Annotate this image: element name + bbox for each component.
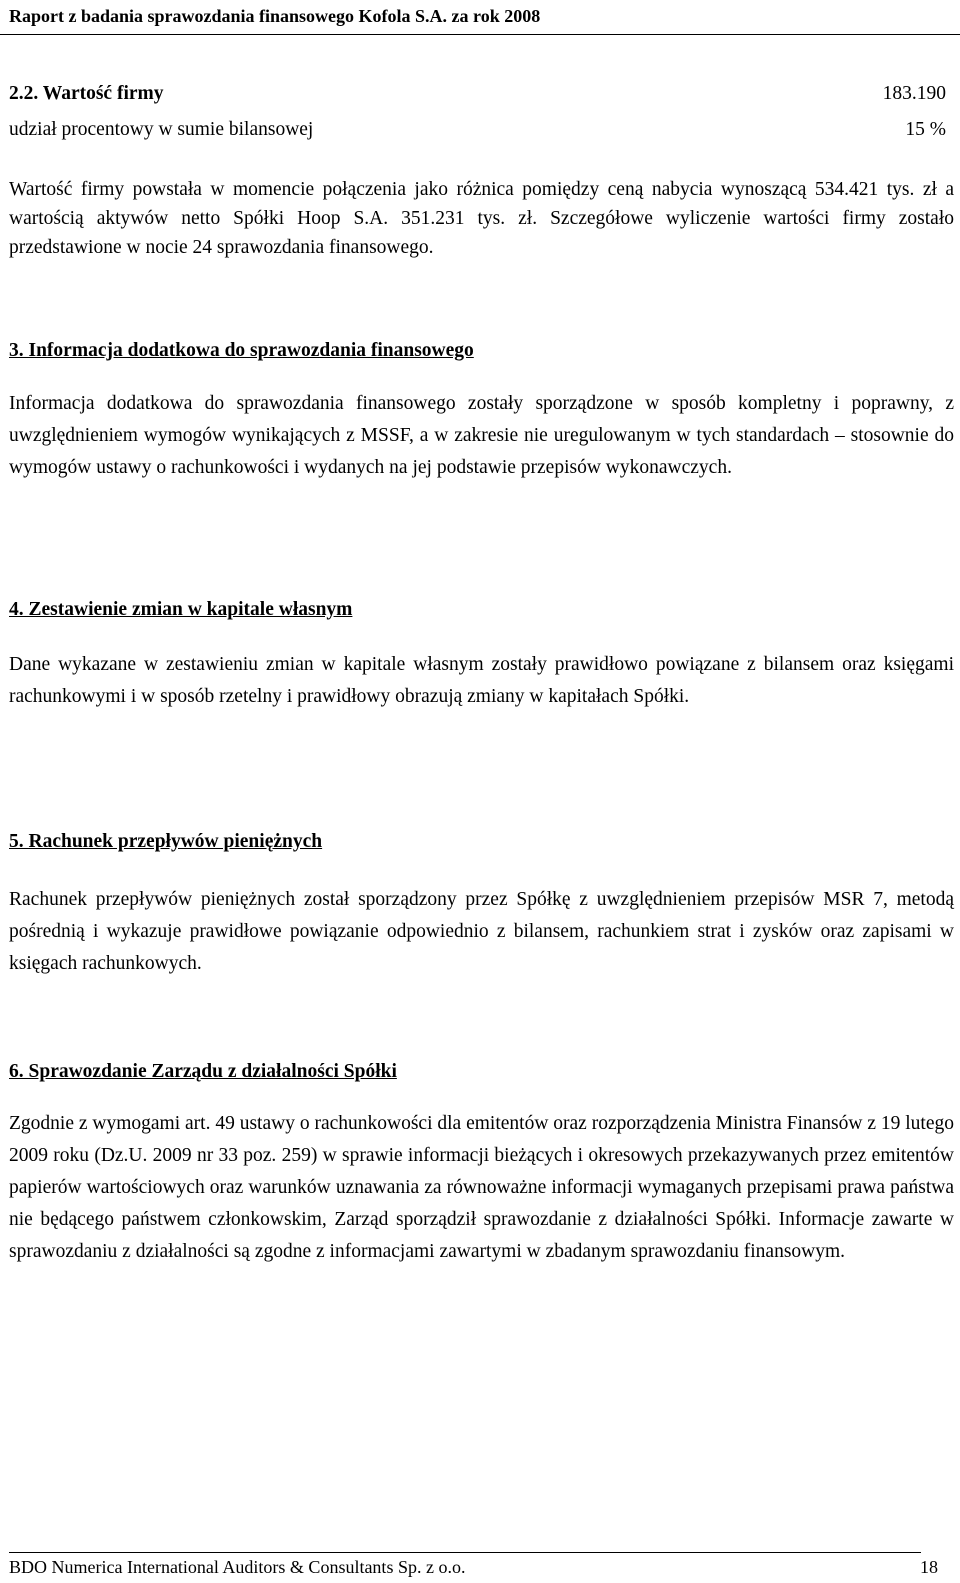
section-heading-management-report: 6. Sprawozdanie Zarządu z działalności Spółki bbox=[9, 1061, 397, 1082]
running-header: Raport z badania sprawozdania finansowego Kofola S.A. za rok 2008 bbox=[9, 6, 541, 26]
goodwill-description: Wartość firmy powstała w momencie połączenia jako różnica pomiędzy ceną nabycia wynoszącą 534.421 tys. zł a wartością aktywów netto Spółki Hoop S.A. 351.231 tys. zł. Szczegółowe wyliczenie wartości firmy zostało przedstawione w nocie 24 sprawozdania finansowego. bbox=[9, 179, 954, 258]
goodwill-share-label: udział procentowy w sumie bilansowej bbox=[9, 119, 314, 140]
section-heading-equity-changes: 4. Zestawienie zmian w kapitale własnym bbox=[9, 599, 353, 620]
goodwill-title: 2.2. Wartość firmy bbox=[9, 83, 164, 104]
footer-divider bbox=[9, 1552, 921, 1553]
section-text-additional-info: Informacja dodatkowa do sprawozdania finansowego zostały sporządzone w sposób kompletny i poprawny, z uwzględnieniem wymogów wynikających z MSSF, a w zakresie nie uregulowanym w tych standardach – stosownie do wymogów ustawy o rachunkowości i wydanych na jej podstawie przepisów wykonawczych. bbox=[9, 393, 954, 478]
page-number: 18 bbox=[920, 1557, 938, 1577]
section-text-cash-flow: Rachunek przepływów pieniężnych został sporządzony przez Spółkę z uwzględnieniem przepisów MSR 7, metodą pośrednią i wykazuje prawidłowe powiązanie odpowiednio z bilansem, rachunkiem strat i zysków oraz zapisami w księgach rachunkowych. bbox=[9, 889, 954, 974]
section-text-management-report: Zgodnie z wymogami art. 49 ustawy o rachunkowości dla emitentów oraz rozporządzenia Ministra Finansów z 19 lutego 2009 roku (Dz.U. 2009 nr 33 poz. 259) w sprawie informacji bieżących i okresowych przekazywanych przez emitentów papierów wartościowych oraz warunków uznawania za równoważne informacji wymaganych przepisami prawa państwa nie będącego państwem członkowskim, Zarząd sporządził sprawozdanie z działalności Spółki. Informacje zawarte w sprawozdaniu z działalności są zgodne z informacjami zawartymi w zbadanym sprawozdaniu finansowym. bbox=[9, 1113, 954, 1262]
goodwill-summary bbox=[9, 76, 954, 148]
section-heading-additional-info: 3. Informacja dodatkowa do sprawozdania finansowego bbox=[9, 340, 474, 361]
footer-company: BDO Numerica International Auditors & Consultants Sp. z o.o. bbox=[9, 1557, 466, 1577]
goodwill-value: 183.190 bbox=[882, 83, 946, 104]
goodwill-share-value: 15 % bbox=[905, 119, 946, 140]
section-text-equity-changes: Dane wykazane w zestawieniu zmian w kapitale własnym zostały prawidłowo powiązane z bilansem oraz księgami rachunkowymi i w sposób rzetelny i prawidłowy obrazują zmiany w kapitałach Spółki. bbox=[9, 654, 954, 707]
header-divider bbox=[0, 34, 960, 35]
section-heading-cash-flow: 5. Rachunek przepływów pieniężnych bbox=[9, 831, 323, 852]
